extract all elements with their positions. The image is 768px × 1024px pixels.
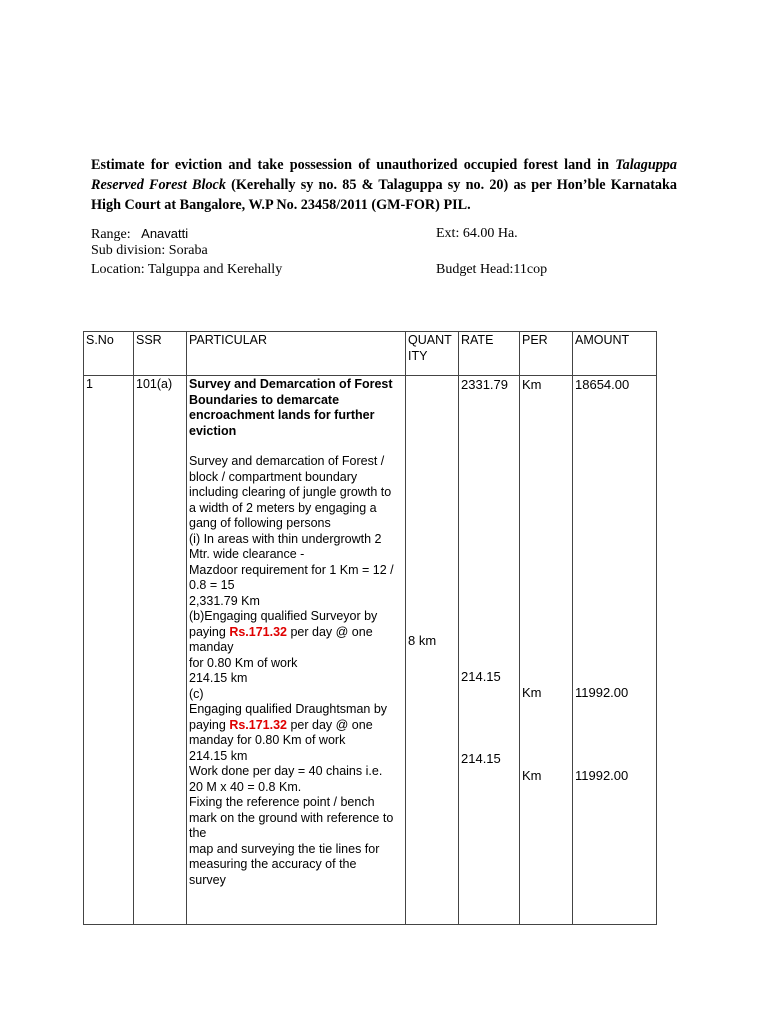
title-text-part2: (Kerehally sy no. 85 & Talaguppa sy no. 20) as per Hon’ble Karnataka High Court at Bangalore, W.P No. 23458/2011 (GM-FOR) PIL. (91, 177, 678, 213)
particular-c-line: survey (189, 872, 226, 887)
header-amount: AMOUNT (573, 332, 657, 376)
subdivision-field: Sub division: Soraba (91, 243, 208, 258)
document-title (91, 155, 677, 215)
particular-b-line: 214.15 km (189, 671, 248, 685)
cell-rate (459, 376, 520, 925)
particular-a-line: block / compartment boundary (189, 469, 358, 484)
rate-c: 214.15 (461, 751, 501, 766)
particular-b-line: for 0.80 Km of work (189, 655, 298, 670)
cell-sno: 1 (84, 376, 134, 925)
particular-c-line: 20 M x 40 = 0.8 Km. (189, 779, 302, 794)
estimate-table (83, 331, 657, 925)
particular-a-line: including clearing of jungle growth to (189, 485, 392, 499)
b-per-day-text: per day @ one (287, 624, 373, 639)
table-header-row (84, 332, 657, 376)
particular-c-line: Fixing the reference point / bench (189, 795, 375, 809)
amount-b: 11992.00 (575, 685, 629, 700)
amount-c: 11992.00 (575, 768, 629, 783)
rate-b: 214.15 (461, 669, 501, 684)
particular-b-line2 (189, 625, 403, 641)
location-field: Location: Talguppa and Kerehally (91, 262, 283, 277)
particular-b-line: (c) (189, 686, 204, 701)
header-ssr: SSR (134, 332, 187, 376)
header-particular: PARTICULAR (187, 332, 406, 376)
cell-quantity (406, 376, 459, 925)
particular-b-line: manday (189, 640, 234, 654)
particular-section-b (189, 640, 403, 702)
particular-a-line: Mazdoor requirement for 1 Km = 12 / (189, 562, 394, 577)
particular-c-line2 (189, 718, 403, 734)
cell-per (520, 376, 573, 925)
b-pay-text: paying (189, 624, 230, 639)
range-label: Range: (91, 227, 131, 242)
particular-a-line: Mtr. wide clearance - (189, 547, 305, 561)
cell-particular (187, 376, 406, 925)
particular-c-line: Work done per day = 40 chains i.e. (189, 764, 383, 778)
per-c: Km (522, 768, 542, 783)
particular-c-line: measuring the accuracy of the (189, 857, 357, 871)
particular-a-line: (i) In areas with thin undergrowth 2 (189, 531, 382, 546)
particular-a-line: gang of following persons (189, 516, 331, 530)
header-quantity-line1: QUANT (408, 333, 452, 347)
header-quantity-line2: ITY (408, 348, 428, 363)
rate-a: 2331.79 (461, 377, 508, 392)
c-per-day-text: per day @ one (287, 717, 373, 732)
particular-c-line: the (189, 826, 207, 840)
cell-amount (573, 376, 657, 925)
per-a: Km (522, 377, 542, 392)
particular-c-line: manday for 0.80 Km of work (189, 733, 346, 747)
surveyor-rate: Rs.171.32 (229, 624, 287, 639)
particular-a-line: Survey and demarcation of Forest / (189, 454, 385, 468)
ext-field: Ext: 64.00 Ha. (436, 226, 518, 241)
particular-section-c (189, 733, 403, 888)
particular-c-line1: Engaging qualified Draughtsman by (189, 702, 388, 716)
range-value: Anavatti (141, 226, 189, 241)
particular-c-line: 214.15 km (189, 748, 248, 763)
cell-ssr: 101(a) (134, 376, 187, 925)
per-b: Km (522, 685, 542, 700)
particular-b-line1: (b)Engaging qualified Surveyor by (189, 609, 378, 623)
particular-a-line: 0.8 = 15 (189, 578, 235, 592)
amount-a: 18654.00 (575, 377, 630, 392)
particular-a-line: 2,331.79 Km (189, 593, 260, 608)
title-text-part1: Estimate for eviction and take possession of unauthorized occupied forest land in (91, 157, 616, 173)
quantity-value: 8 km (408, 633, 437, 648)
particular-c-line: mark on the ground with reference to (189, 810, 394, 825)
header-quantity (406, 332, 459, 376)
header-rate: RATE (459, 332, 520, 376)
range-field (91, 226, 188, 243)
header-sno: S.No (84, 332, 134, 376)
draughtsman-rate: Rs.171.32 (229, 717, 287, 732)
particular-a-line: a width of 2 meters by engaging a (189, 500, 377, 515)
particular-section-a (189, 454, 403, 609)
table-row (84, 376, 657, 925)
particular-heading: Survey and Demarcation of Forest Boundaries to demarcate encroachment lands for further eviction (189, 377, 393, 438)
particular-c-line: map and surveying the tie lines for (189, 841, 380, 856)
budget-field: Budget Head:11cop (436, 262, 548, 277)
header-per: PER (520, 332, 573, 376)
title-text-italic: Talaguppa Reserved Forest Block (91, 157, 677, 193)
c-pay-text: paying (189, 717, 230, 732)
